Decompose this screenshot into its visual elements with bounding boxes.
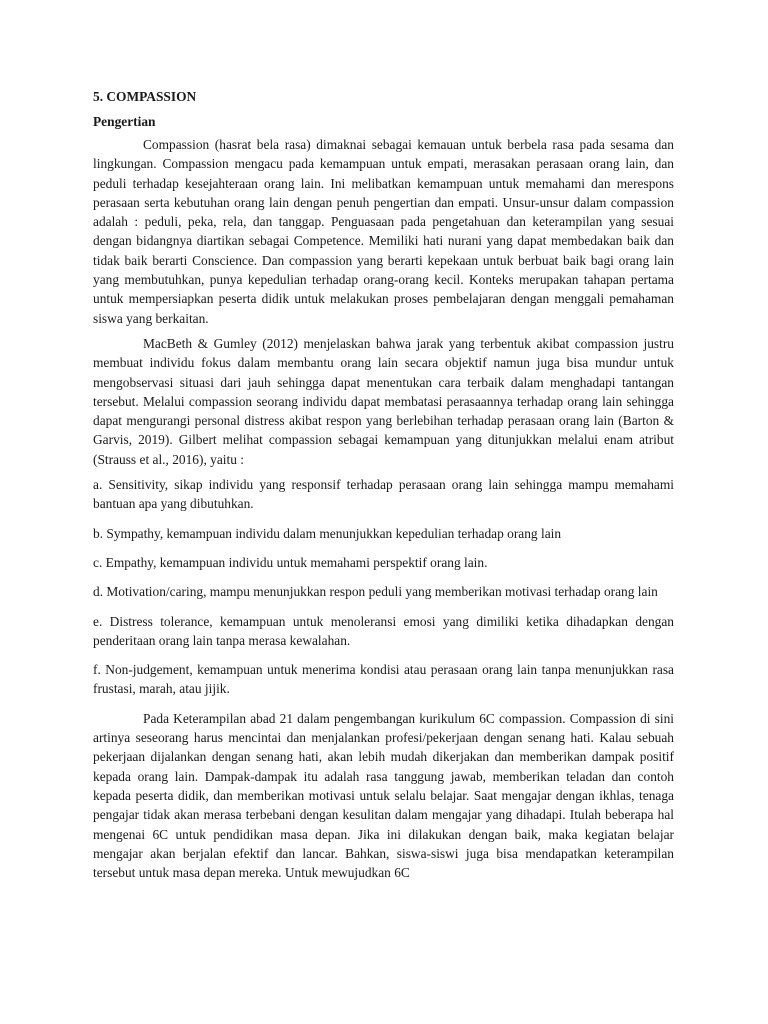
paragraph-macbeth-gumley: MacBeth & Gumley (2012) menjelaskan bahwa jarak yang terbentuk akibat compassion justru membuat individu fokus dalam membantu orang lain secara objektif namun juga bisa mundur untuk mengobservasi situasi dari jauh sehingga dapat menentukan cara terbaik dalam menghadapi tantangan tersebut. Melalui compassion seorang individu dapat membatasi perasaannya terhadap orang lain sehingga dapat mengurangi personal distress akibat respon yang berlebihan terhadap perasaan orang lain (Barton & Garvis, 2019). Gilbert melihat compassion sebagai kemampuan yang ditunjukkan melalui enam atribut (Strauss et al., 2016), yaitu : bbox=[93, 335, 674, 467]
paragraph-definition: Compassion (hasrat bela rasa) dimaknai sebagai kemauan untuk berbela rasa pada sesama dan lingkungan. Compassion mengacu pada kemampuan untuk empati, merasakan perasaan orang lain, dan peduli terhadap kesejahteraan orang lain. Ini melibatkan kemampuan untuk memahami dan merespons perasaan serta kebutuhan orang lain dengan penuh pengertian dan empati. Unsur-unsur dalam compassion adalah : peduli, peka, rela, dan tanggap. Penguasaan pada pengetahuan dan keterampilan yang sesuai dengan bidangnya diartikan sebagai Competence. Memiliki hati nurani yang dapat membedakan baik dan tidak baik berarti Conscience. Dan compassion yang berarti kepekaan untuk berbuat baik bagi orang lain yang membutuhkan, punya kepedulian terhadap orang-orang kecil. Konteks merupakan tahapan pertama untuk mempersiapkan peserta didik untuk melakukan proses pembelajaran dengan menggali pemahaman siswa yang berkaitan. bbox=[93, 137, 674, 326]
attribute-list bbox=[93, 475, 674, 699]
list-item-sympathy: b. Sympathy, kemampuan individu dalam menunjukkan kepedulian terhadap orang lain bbox=[93, 525, 562, 541]
list-item-motivation-caring: d. Motivation/caring, mampu menunjukkan respon peduli yang memberikan motivasi terhadap orang lain bbox=[93, 584, 658, 600]
list-item-distress-tolerance: e. Distress tolerance, kemampuan untuk menoleransi emosi yang dimiliki ketika dihadapkan dengan penderitaan orang lain tanpa merasa kewalahan. bbox=[93, 613, 674, 648]
section-title: 5. COMPASSION bbox=[93, 89, 197, 104]
list-item-empathy: c. Empathy, kemampuan individu untuk memahami perspektif orang lain. bbox=[93, 554, 488, 570]
subsection-title: Pengertian bbox=[93, 114, 156, 129]
list-item-sensitivity: a. Sensitivity, sikap individu yang responsif terhadap perasaan orang lain sehingga mampu memahami bantuan apa yang dibutuhkan. bbox=[93, 477, 674, 512]
list-item-non-judgement: f. Non-judgement, kemampuan untuk menerima kondisi atau perasaan orang lain tanpa menunjukkan rasa frustasi, marah, atau jijik. bbox=[93, 662, 674, 697]
paragraph-keterampilan-abad-21: Pada Keterampilan abad 21 dalam pengembangan kurikulum 6C compassion. Compassion di sini artinya seseorang harus mencintai dan menjalankan profesi/pekerjaan dengan senang hati. Kalau sebuah pekerjaan dijalankan dengan senang hati, akan lebih mudah dikerjakan dan memberikan dampak positif kepada orang lain. Dampak-dampak itu adalah rasa tanggung jawab, memberikan teladan dan contoh kepada peserta didik, dan memberikan motivasi untuk selalu belajar. Saat mengajar dengan ikhlas, tenaga pengajar tidak akan merasa terbebani dengan kesulitan dalam mengajar yang dihadapi. Itulah beberapa hal mengenai 6C untuk pendidikan masa depan. Jika ini dilakukan dengan baik, maka kegiatan belajar mengajar akan berjalan efektif dan lancar. Bahkan, siswa-siswi juga bisa mendapatkan keterampilan tersebut untuk masa depan mereka. Untuk mewujudkan 6C bbox=[93, 710, 674, 881]
